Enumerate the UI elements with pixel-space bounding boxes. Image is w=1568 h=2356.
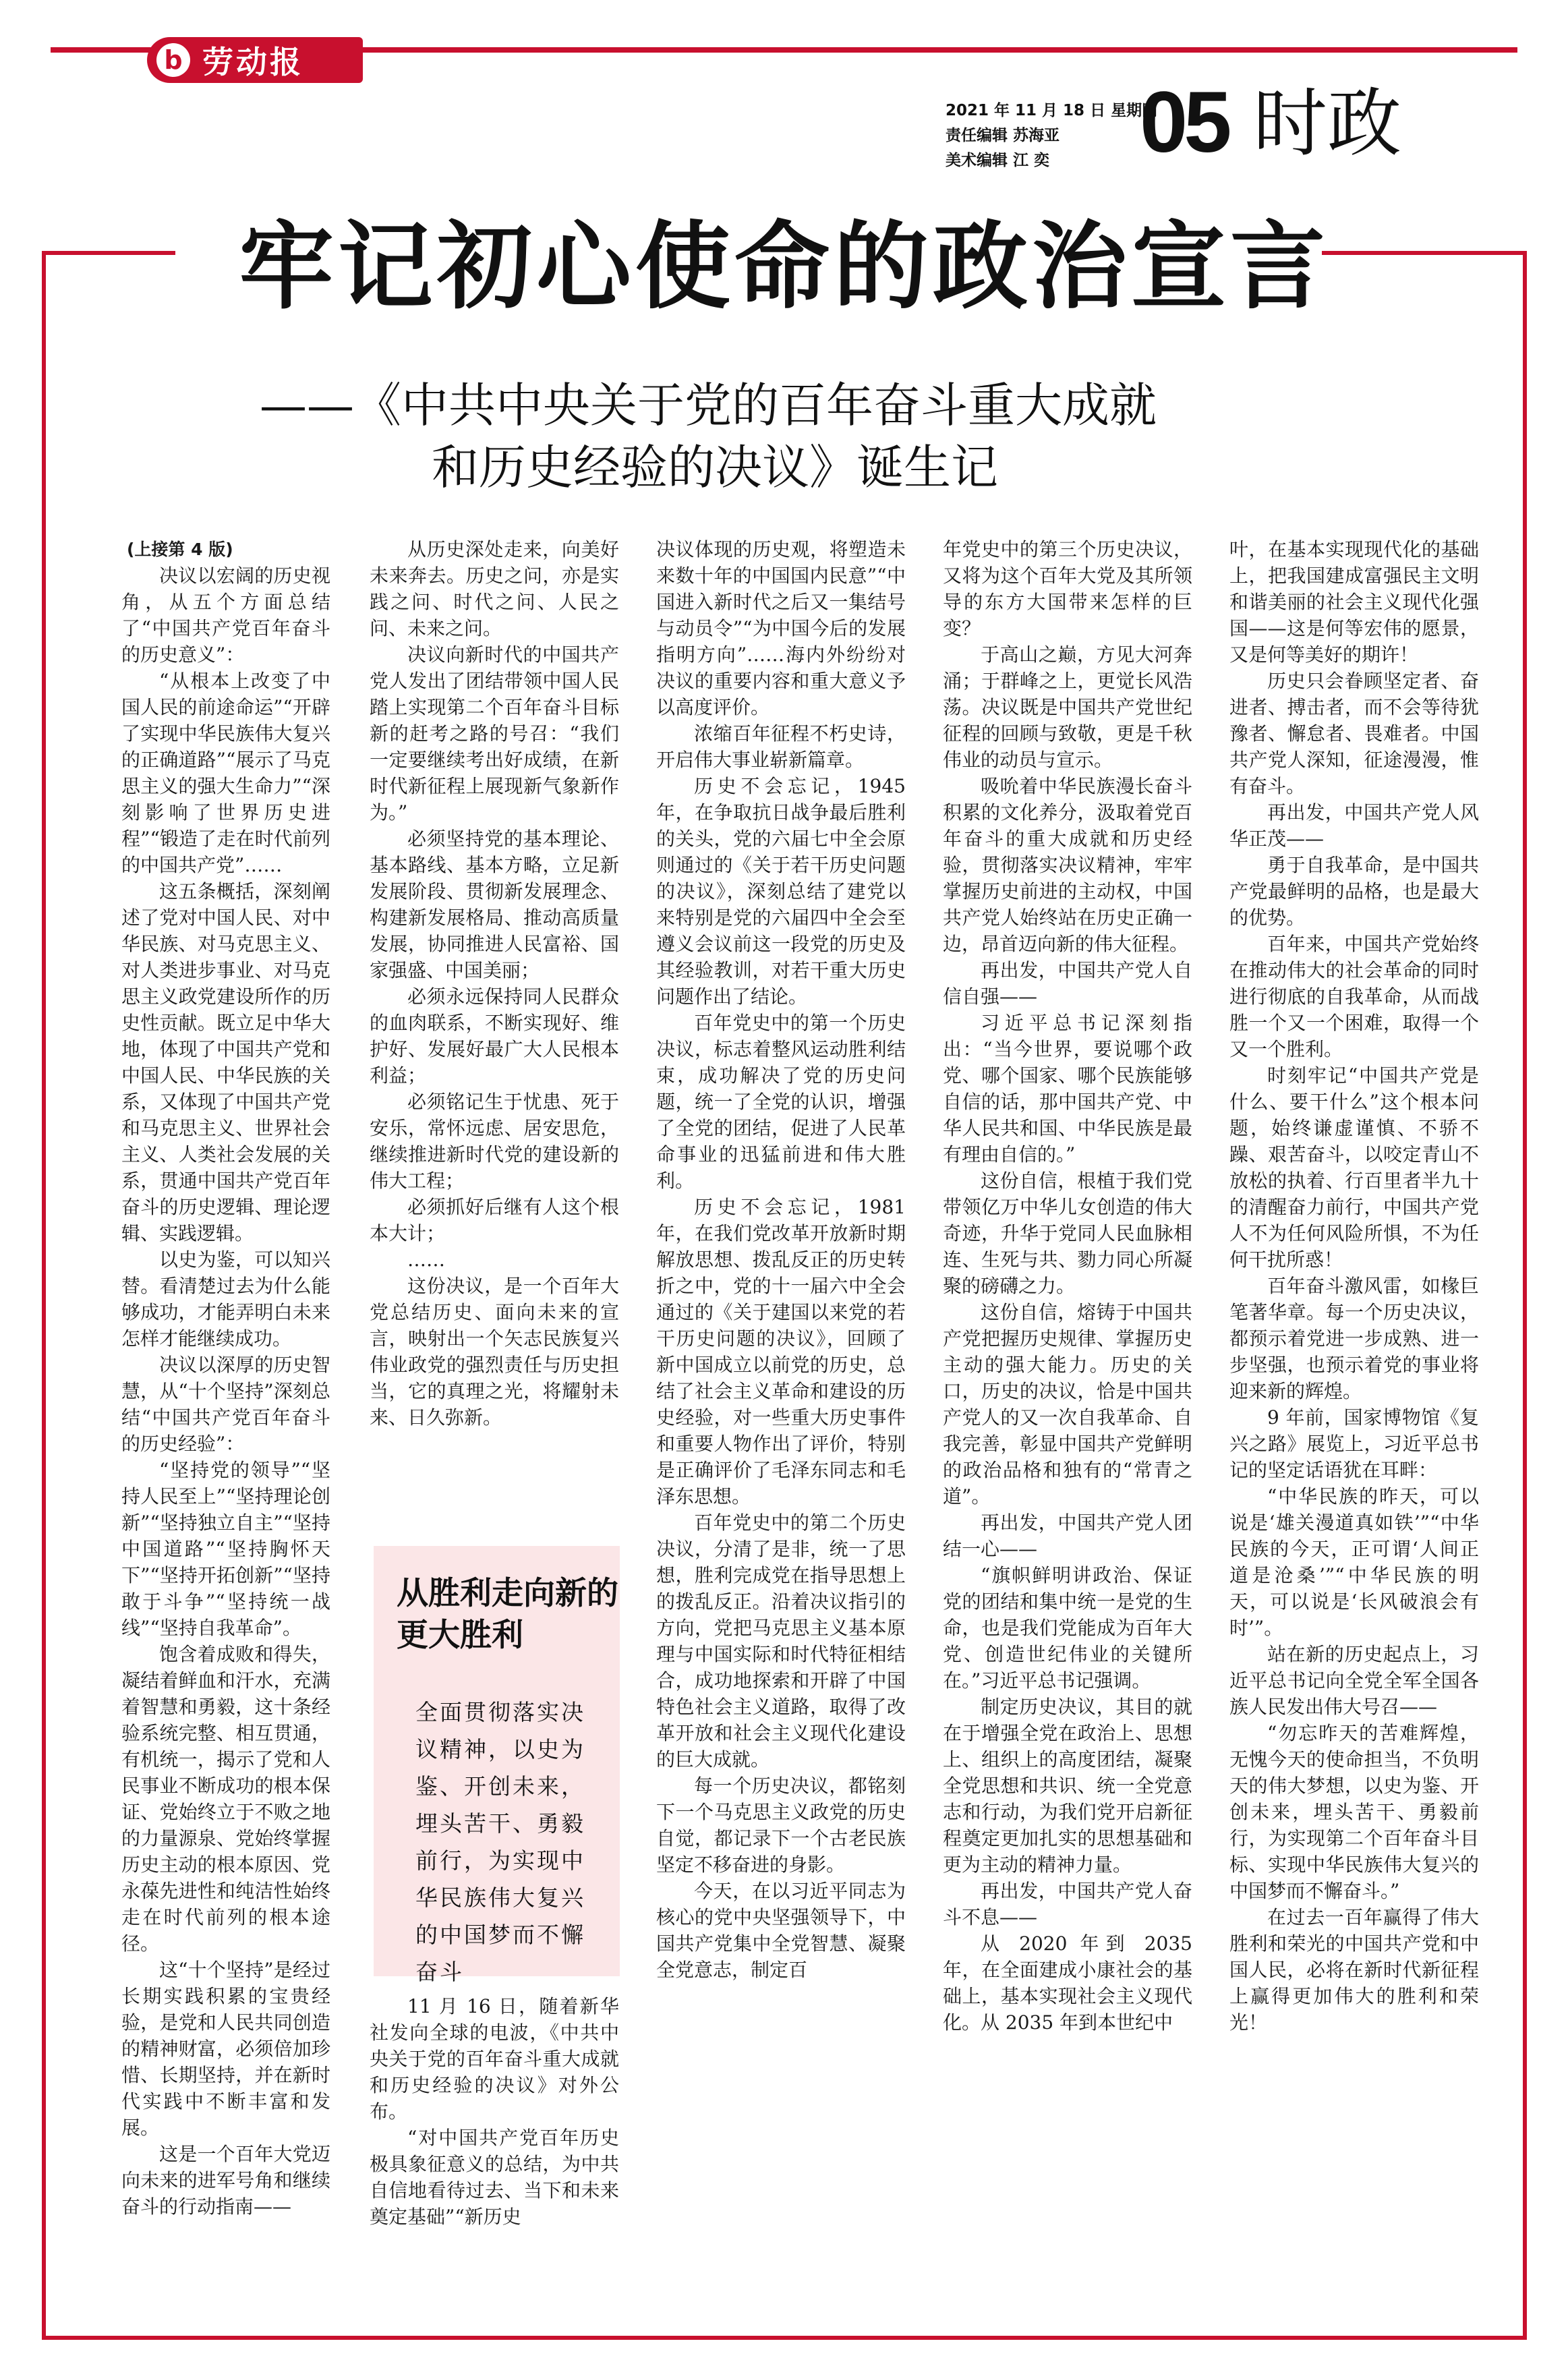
paragraph: 必须铭记生于忧患、死于安乐，常怀远虑、居安思危，继续推进新时代党的建设新的伟大工程； bbox=[370, 1091, 619, 1192]
issue-date: 2021 年 11 月 18 日 星期四 bbox=[946, 102, 1158, 119]
column-5 bbox=[1229, 536, 1479, 2036]
headline-title: 牢记初心使命的政治宣言 bbox=[238, 211, 1329, 322]
paragraph: 制定历史决议，其目的就在于增强全党在政治上、思想上、组织上的高度团结，凝聚全党思想和共识、统一全党意志和行动，为我们党开启新征程奠定更加扎实的思想基础和更为主动的精神力量。 bbox=[943, 1696, 1192, 1876]
column-3 bbox=[656, 536, 906, 1983]
paragraph: 再出发，中国共产党人奋斗不息—— bbox=[943, 1880, 1192, 1928]
paragraph: 浓缩百年征程不朽史诗，开启伟大事业崭新篇章。 bbox=[656, 722, 906, 771]
paragraph: 饱含着成败和得失，凝结着鲜血和汗水，充满着智慧和勇毅，这十条经验系统完整、相互贯通，有机统一，揭示了党和人民事业不断成功的根本保证、党始终立于不败之地的力量源泉、党始终掌握历史主动的根本原因、党永葆先进性和纯洁性始终走在时代前列的根本途径。 bbox=[121, 1643, 330, 1955]
paragraph: 站在新的历史起点上，习近平总书记向全党全军全国各族人民发出伟大号召—— bbox=[1229, 1643, 1479, 1718]
paper-name: 劳动报 bbox=[202, 44, 303, 80]
paragraph: 从历史深处走来，向美好未来奔去。历史之问，亦是实践之问、时代之问、人民之问、未来之问。 bbox=[370, 538, 619, 639]
responsible-editor: 责任编辑 苏海亚 bbox=[946, 127, 1060, 144]
paragraph: 这五条概括，深刻阐述了党对中国人民、对中华民族、对马克思主义、对人类进步事业、对马克思主义政党建设所作的历史性贡献。既立足中华大地，体现了中国共产党和中国人民、中华民族的关系，又体现了中国共产党和马克思主义、世界社会主义、人类社会发展的关系，贯通中国共产党百年奋斗的历史逻辑、理论逻辑、实践逻辑。 bbox=[121, 880, 330, 1244]
paragraph: 以史为鉴，可以知兴替。看清楚过去为什么能够成功，才能弄明白未来怎样才能继续成功。 bbox=[121, 1248, 330, 1350]
sidebar-heading: 从胜利走向新的更大胜利 bbox=[397, 1575, 618, 1654]
paragraph: 再出发，中国共产党人风华正茂—— bbox=[1229, 801, 1479, 850]
paragraph: 这份自信，熔铸于中国共产党把握历史规律、掌握历史主动的强大能力。历史的关口，历史的决议，恰是中国共产党人的又一次自我革命、自我完善，彰显中国共产党鲜明的政治品格和独有的“常青之道”。 bbox=[943, 1301, 1192, 1507]
paragraph: 这份自信，根植于我们党带领亿万中华儿女创造的伟大奇迹，升华于党同人民血脉相连、生死与共、勠力同心所凝聚的磅礴之力。 bbox=[943, 1170, 1192, 1297]
paragraph: 必须坚持党的基本理论、基本路线、基本方略，立足新发展阶段、贯彻新发展理念、构建新发展格局、推动高质量发展，协同推进人民富裕、国家强盛、中国美丽； bbox=[370, 828, 619, 981]
paragraph: 再出发，中国共产党人团结一心—— bbox=[943, 1512, 1192, 1560]
paragraph: 决议向新时代的中国共产党人发出了团结带领中国人民踏上实现第二个百年奋斗目标新的赶考之路的号召：“我们一定要继续考出好成绩，在新时代新征程上展现新气象新作为。” bbox=[370, 643, 619, 824]
headline-subtitle-2: 和历史经验的决议》诞生记 bbox=[432, 440, 998, 495]
logo-mark-icon: b bbox=[156, 43, 190, 77]
column-2-bottom bbox=[370, 1993, 619, 2230]
paragraph: 必须抓好后继有人这个根本大计； bbox=[370, 1196, 619, 1244]
paragraph: 决议体现的历史观，将塑造未来数十年的中国国内民意”“中国进入新时代之后又一集结号与动员令”“为中国今后的发展指明方向”……海内外纷纷对决议的重要内容和重大意义予以高度评价。 bbox=[656, 538, 906, 718]
paragraph: “旗帜鲜明讲政治、保证党的团结和集中统一是党的生命，也是我们党能成为百年大党、创造世纪伟业的关键所在。”习近平总书记强调。 bbox=[943, 1564, 1192, 1692]
paragraph: 9 年前，国家博物馆《复兴之路》展览上，习近平总书记的坚定话语犹在耳畔： bbox=[1229, 1406, 1479, 1481]
paragraph: 历史不会忘记，1981 年，在我们党改革开放新时期解放思想、拨乱反正的历史转折之中，党的十一届六中全会通过的《关于建国以来党的若干历史问题的决议》，回顾了新中国成立以前党的历史，总结了社会主义革命和建设的历史经验，对一些重大历史事件和重要人物作出了评价，特别是正确评价了毛泽东同志和毛泽东思想。 bbox=[656, 1196, 906, 1507]
issue-info bbox=[946, 98, 1157, 173]
paragraph: “勿忘昨天的苦难辉煌，无愧今天的使命担当，不负明天的伟大梦想，以史为鉴、开创未来，埋头苦干、勇毅前行，为实现第二个百年奋斗目标、实现中华民族伟大复兴的中国梦而不懈奋斗。” bbox=[1229, 1722, 1479, 1902]
paragraph: 历史只会眷顾坚定者、奋进者、搏击者，而不会等待犹豫者、懈怠者、畏难者。中国共产党人深知，征途漫漫，惟有奋斗。 bbox=[1229, 670, 1479, 797]
column-4 bbox=[943, 536, 1192, 2036]
paragraph: 今天，在以习近平同志为核心的党中央坚强领导下，中国共产党集中全党智慧、凝聚全党意志，制定百 bbox=[656, 1880, 906, 1981]
paragraph: 从 2020 年到 2035 年，在全面建成小康社会的基础上，基本实现社会主义现代化。从 2035 年到本世纪中 bbox=[943, 1932, 1192, 2034]
sidebar-box bbox=[374, 1546, 620, 1985]
paragraph: 吸吮着中华民族漫长奋斗积累的文化养分，汲取着党百年奋斗的重大成就和历史经验，贯彻落实决议精神，牢牢掌握历史前进的主动权，中国共产党人始终站在历史正确一边，昂首迈向新的伟大征程。 bbox=[943, 775, 1192, 955]
headline-subtitle-1: ——《中共中央关于党的百年奋斗重大成就 bbox=[260, 378, 1157, 433]
paragraph: 勇于自我革命，是中国共产党最鲜明的品格，也是最大的优势。 bbox=[1229, 854, 1479, 929]
column-2 bbox=[370, 536, 619, 1431]
paragraph: 百年来，中国共产党始终在推动伟大的社会革命的同时进行彻底的自我革命，从而战胜一个又一个困难，取得一个又一个胜利。 bbox=[1229, 933, 1479, 1060]
sidebar-lead: 全面贯彻落实决议精神，以史为鉴、开创未来，埋头苦干、勇毅前行，为实现中华民族伟大复兴的中国梦而不懈奋斗 bbox=[415, 1699, 585, 1985]
paragraph: 这份决议，是一个百年大党总结历史、面向未来的宣言，映射出一个矢志民族复兴伟业政党的强烈责任与历史担当，它的真理之光，将耀射未来、日久弥新。 bbox=[370, 1275, 619, 1429]
paragraph: 百年党史中的第二个历史决议，分清了是非，统一了思想，胜利完成党在指导思想上的拨乱反正。沿着决议指引的方向，党把马克思主义基本原理与中国实际和时代特征相结合，成功地探索和开辟了中国特色社会主义道路，取得了改革开放和社会主义现代化建设的巨大成就。 bbox=[656, 1512, 906, 1771]
paragraph: 时刻牢记“中国共产党是什么、要干什么”这个根本问题，始终谦虚谨慎、不骄不躁、艰苦奋斗，以咬定青山不放松的执着、行百里者半九十的清醒奋力前行，中国共产党人不为任何风险所惧，不为任何干扰所惑！ bbox=[1229, 1064, 1479, 1271]
paragraph: 每一个历史决议，都铭刻下一个马克思主义政党的历史自觉，都记录下一个古老民族坚定不移奋进的身影。 bbox=[656, 1775, 906, 1876]
column-1 bbox=[121, 536, 330, 2220]
paragraph: 叶，在基本实现现代化的基础上，把我国建成富强民主文明和谐美丽的社会主义现代化强国——这是何等宏伟的愿景，又是何等美好的期许！ bbox=[1229, 538, 1479, 666]
paragraph: “从根本上改变了中国人民的前途命运”“开辟了实现中华民族伟大复兴的正确道路”“展示了马克思主义的强大生命力”“深刻影响了世界历史进程”“锻造了走在时代前列的中国共产党”…… bbox=[121, 670, 330, 876]
page-number: 05 bbox=[1140, 74, 1228, 171]
paragraph: 年党史中的第三个历史决议，又将为这个百年大党及其所领导的东方大国带来怎样的巨变？ bbox=[943, 538, 1192, 639]
paragraph: 百年党史中的第一个历史决议，标志着整风运动胜利结束，成功解决了党的历史问题，统一了全党的认识，增强了全党的团结，促进了人民革命事业的迅猛前进和伟大胜利。 bbox=[656, 1012, 906, 1192]
paragraph: 这是一个百年大党迈向未来的进军号角和继续奋斗的行动指南—— bbox=[121, 2143, 330, 2218]
paragraph: 百年奋斗激风雷，如椽巨笔著华章。每一个历史决议，都预示着党进一步成熟、进一步坚强，也预示着党的事业将迎来新的辉煌。 bbox=[1229, 1275, 1479, 1402]
paragraph: 决议以宏阔的历史视角，从五个方面总结了“中国共产党百年奋斗的历史意义”： bbox=[121, 565, 330, 666]
paragraph: “中华民族的昨天，可以说是‘雄关漫道真如铁’”“中华民族的今天，正可谓‘人间正道是沧桑’”“中华民族的明天，可以说是‘长风破浪会有时’”。 bbox=[1229, 1485, 1479, 1639]
paragraph: 再出发，中国共产党人自信自强—— bbox=[943, 959, 1192, 1008]
paragraph: 在过去一百年赢得了伟大胜利和荣光的中国共产党和中国人民，必将在新时代新征程上赢得更加伟大的胜利和荣光！ bbox=[1229, 1906, 1479, 2034]
continuation-note: (上接第 4 版) bbox=[127, 540, 233, 559]
section-name: 时政 bbox=[1253, 80, 1401, 167]
paragraph: 决议以深厚的历史智慧，从“十个坚持”深刻总结“中国共产党百年奋斗的历史经验”： bbox=[121, 1354, 330, 1455]
paragraph: “坚持党的领导”“坚持人民至上”“坚持理论创新”“坚持独立自主”“坚持中国道路”“坚持胸怀天下”“坚持开拓创新”“坚持敢于斗争”“坚持统一战线”“坚持自我革命”。 bbox=[121, 1459, 330, 1639]
paragraph: 习近平总书记深刻指出：“当今世界，要说哪个政党、哪个国家、哪个民族能够自信的话，那中国共产党、中华人民共和国、中华民族是最有理由自信的。” bbox=[943, 1012, 1192, 1166]
paragraph: …… bbox=[407, 1248, 445, 1271]
paragraph: “对中国共产党百年历史极具象征意义的总结，为中共自信地看待过去、当下和未来奠定基础”“新历史 bbox=[370, 2127, 619, 2228]
paragraph: 11 月 16 日，随着新华社发向全球的电波，《中共中央关于党的百年奋斗重大成就和历史经验的决议》对外公布。 bbox=[370, 1995, 619, 2123]
paragraph: 必须永远保持同人民群众的血肉联系，不断实现好、维护好、发展好最广大人民根本利益； bbox=[370, 985, 619, 1087]
paper-logo bbox=[147, 37, 363, 83]
paragraph: 历史不会忘记，1945 年，在争取抗日战争最后胜利的关头，党的六届七中全会原则通过的《关于若干历史问题的决议》，深刻总结了建党以来特别是党的六届四中全会至遵义会议前这一段党的历史及其经验教训，对若干重大历史问题作出了结论。 bbox=[656, 775, 906, 1008]
art-editor: 美术编辑 江 奕 bbox=[946, 152, 1050, 169]
paragraph: 于高山之巅，方见大河奔涌；于群峰之上，更觉长风浩荡。决议既是中国共产党世纪征程的回顾与致敬，更是千秋伟业的动员与宣示。 bbox=[943, 643, 1192, 771]
paragraph: 这“十个坚持”是经过长期实践积累的宝贵经验，是党和人民共同创造的精神财富，必须倍加珍惜、长期坚持，并在新时代实践中不断丰富和发展。 bbox=[121, 1959, 330, 2139]
